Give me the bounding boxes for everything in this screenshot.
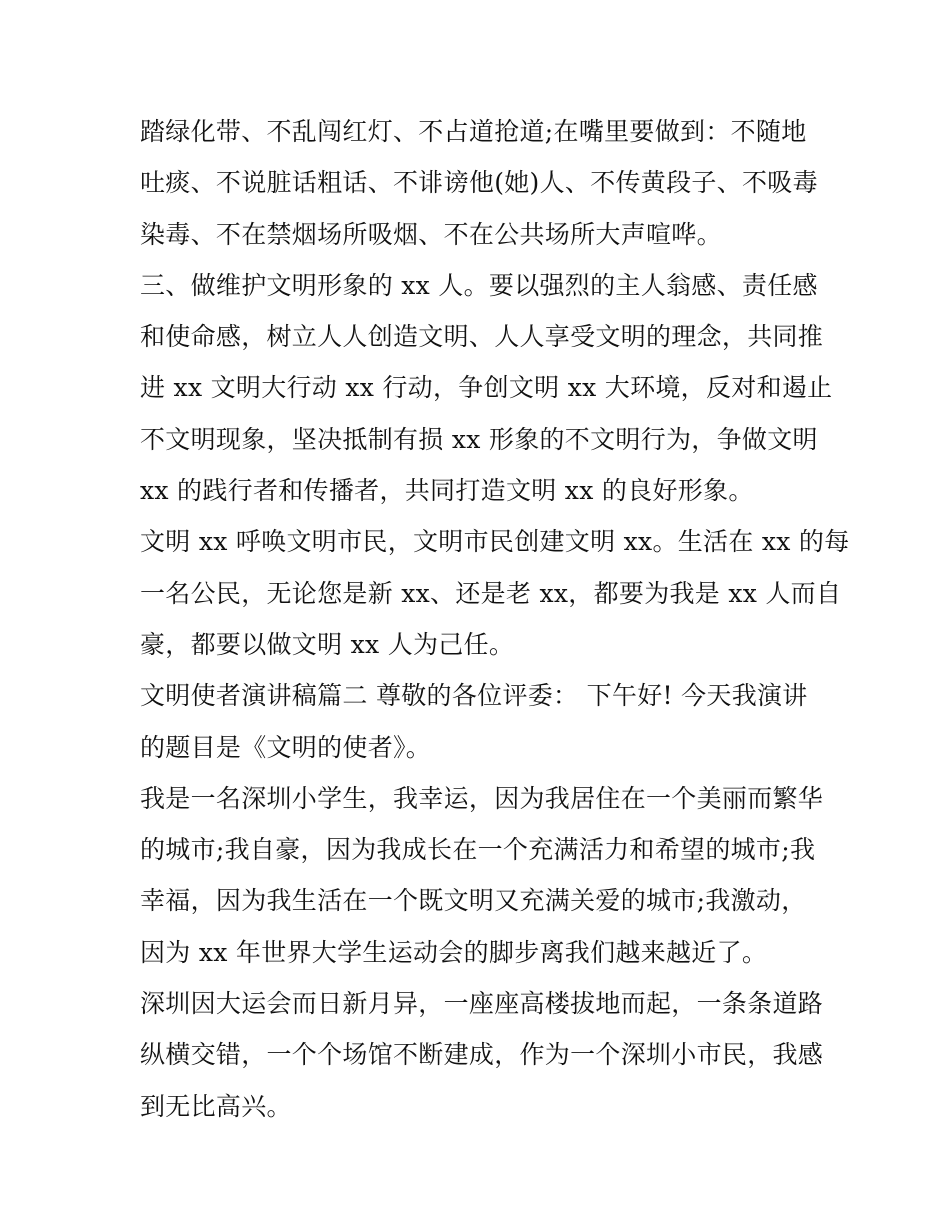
body-text	[140, 106, 850, 1132]
text-line: 到无比高兴。	[140, 1091, 292, 1121]
text-line: 幸福，因为我生活在一个既文明又充满关爱的城市;我激动，	[140, 886, 807, 916]
text-line: 一名公民，无论您是新 xx、还是老 xx，都要为我是 xx 人而自	[140, 578, 842, 608]
text-line: 的题目是《文明的使者》。	[140, 732, 432, 762]
text-line: 不文明现象，坚决抵制有损 xx 形象的不文明行为，争做文明	[140, 424, 818, 454]
text-line: 吐痰、不说脏话粗话、不诽谤他(她)人、不传黄段子、不吸毒	[140, 168, 818, 198]
text-line: 踏绿化带、不乱闯红灯、不占道抢道;在嘴里要做到：不随地	[140, 117, 807, 146]
text-line: 我是一名深圳小学生，我幸运，因为我居住在一个美丽而繁华	[140, 783, 824, 813]
text-line: 豪，都要以做文明 xx 人为己任。	[140, 629, 515, 659]
text-line: 的城市;我自豪，因为我成长在一个充满活力和希望的城市;我	[140, 835, 816, 865]
text-line: 纵横交错，一个个场馆不断建成，作为一个深圳小市民，我感	[140, 1040, 824, 1070]
text-line: 因为 xx 年世界大学生运动会的脚步离我们越来越近了。	[140, 937, 768, 967]
text-line: 进 xx 文明大行动 xx 行动，争创文明 xx 大环境，反对和遏止	[140, 373, 833, 403]
text-line: 文明 xx 呼唤文明市民，文明市民创建文明 xx。生活在 xx 的每	[140, 527, 850, 557]
text-line: xx 的践行者和传播者，共同打造文明 xx 的良好形象。	[140, 476, 754, 506]
text-line: 染毒、不在禁烟场所吸烟、不在公共场所大声喧哗。	[140, 219, 722, 249]
text-line: 深圳因大运会而日新月异，一座座高楼拔地而起，一条条道路	[140, 989, 824, 1019]
text-line: 文明使者演讲稿篇二 尊敬的各位评委： 下午好! 今天我演讲	[140, 681, 808, 711]
text-line: 三、做维护文明形象的 xx 人。要以强烈的主人翁感、责任感	[140, 270, 818, 300]
text-line: 和使命感，树立人人创造文明、人人享受文明的理念，共同推	[140, 322, 824, 352]
